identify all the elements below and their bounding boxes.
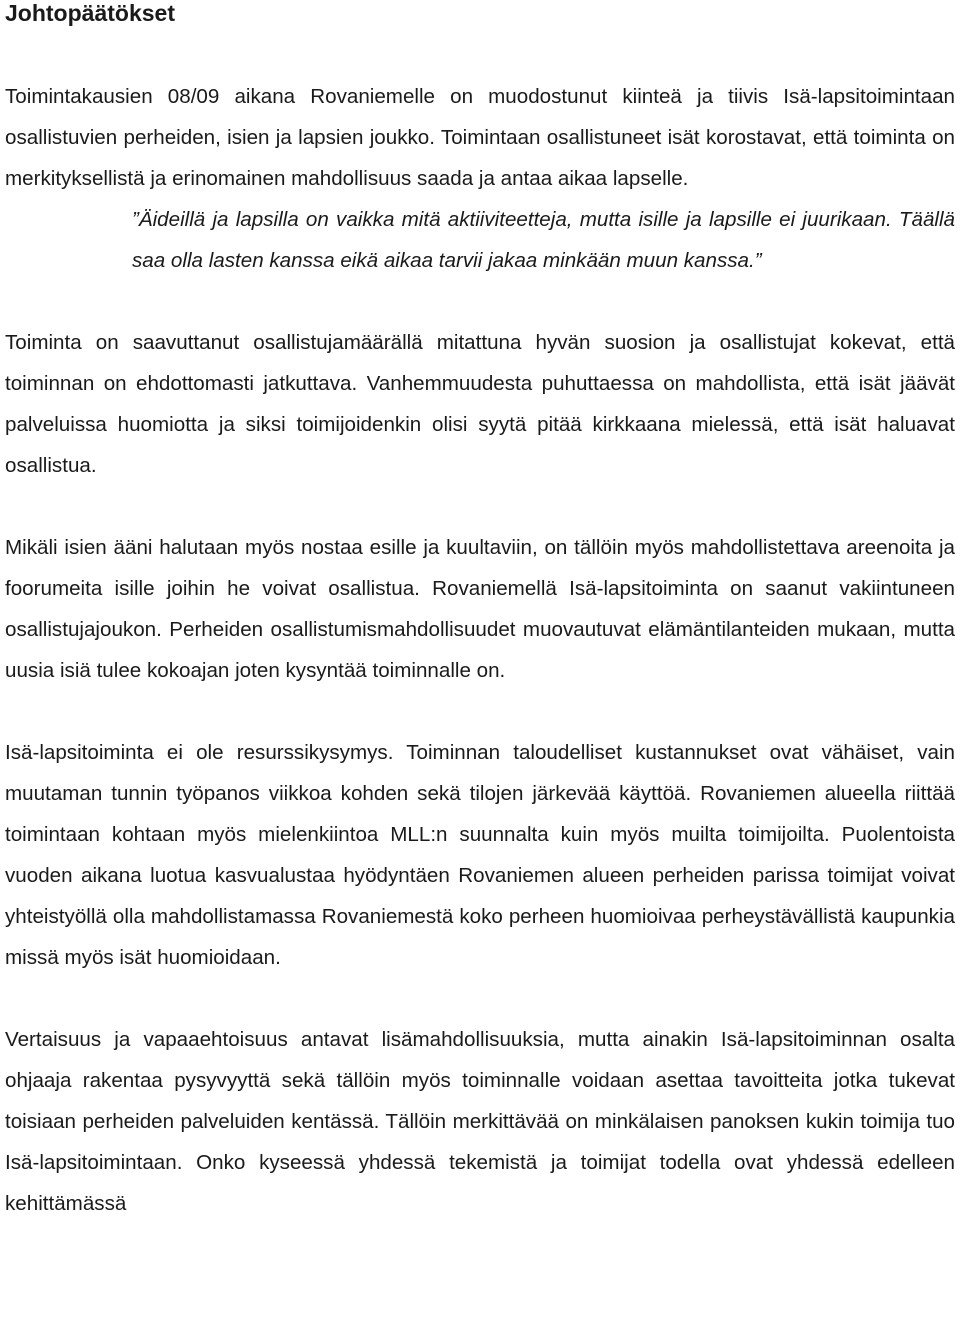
paragraph-intro: Toimintakausien 08/09 aikana Rovaniemelle on muodostunut kiinteä ja tiivis Isä-lapsitoimintaan osallistuvien perheiden, isien ja lapsien joukko. Toimintaan osallistuneet isät korostavat, että toiminta on merkityksellistä ja erinomainen mahdollisuus saada ja antaa aikaa lapselle. [5, 85, 955, 190]
document-page [5, 0, 955, 1215]
paragraph-clip [5, 1019, 955, 1215]
paragraph-voice: Mikäli isien ääni halutaan myös nostaa esille ja kuultaviin, on tällöin myös mahdollistettava areenoita ja foorumeita isille joihin he voivat osallistua. Rovaniemellä Isä-lapsitoiminta on saanut vakiintuneen osallistujajoukon. Perheiden osallistumismahdollisuudet muovautuvat elämäntilanteiden mukaan, mutta uusia isiä tulee kokoajan joten kysyntää toiminnalle on. [5, 536, 955, 682]
paragraph-popularity: Toiminta on saavuttanut osallistujamäärällä mitattuna hyvän suosion ja osallistujat kokevat, että toiminnan on ehdottomasti jatkuttava. Vanhemmuudesta puhuttaessa on mahdollista, että isät jäävät palveluissa huomiotta ja siksi toimijoidenkin olisi syytä pitää kirkkaana mielessä, että isät haluavat osallistua. [5, 331, 955, 477]
paragraph-peer-support: Vertaisuus ja vapaaehtoisuus antavat lisämahdollisuuksia, mutta ainakin Isä-lapsitoiminnan osalta ohjaaja rakentaa pysyvyyttä sekä tällöin myös toiminnalle voidaan asettaa tavoitteita jotka tukevat toisiaan perheiden palveluiden kentässä. Tällöin merkittävää on minkälaisen panoksen kukin toimija tuo Isä-lapsitoimintaan. Onko kyseessä yhdessä tekemistä ja toimijat todella ovat yhdessä edelleen kehittämässä [5, 1028, 955, 1215]
quote-block: ”Äideillä ja lapsilla on vaikka mitä aktiiviteetteja, mutta isille ja lapsille ei juurikaan. Täällä saa olla lasten kanssa eikä aikaa tarvii jakaa minkään muun kanssa.” [132, 208, 955, 272]
paragraph-resources: Isä-lapsitoiminta ei ole resurssikysymys. Toiminnan taloudelliset kustannukset ovat vähäiset, vain muutaman tunnin työpanos viikkoa kohden sekä tilojen järkevää käyttöä. Rovaniemen alueella riittää toimintaan kohtaan myös mielenkiintoa MLL:n suunnalta kuin myös muilta toimijoilta. Puolentoista vuoden aikana luotua kasvualustaa hyödyntäen Rovaniemen alueen perheiden parissa toimijat voivat yhteistyöllä olla mahdollistamassa Rovaniemestä koko perheen huomioivaa perheystävällistä kaupunkia missä myös isät huomioidaan. [5, 741, 955, 969]
section-heading: Johtopäätökset [5, 0, 175, 26]
